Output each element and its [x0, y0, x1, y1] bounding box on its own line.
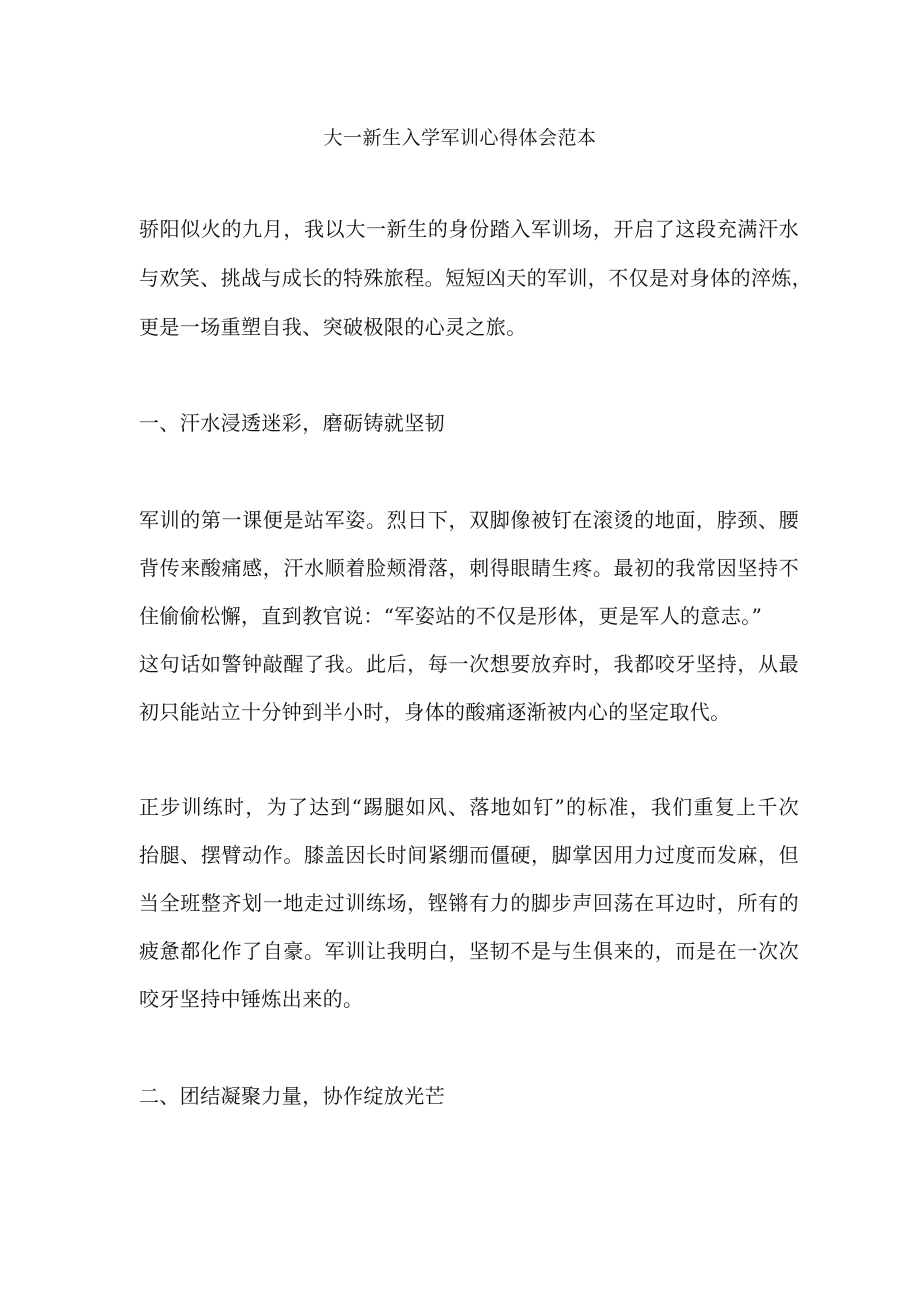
paragraph-2-line-2: 背传来酸痛感，汗水顺着脸颊滑落，刺得眼睛生疼。最初的我常因坚持不	[139, 556, 799, 580]
paragraph-3-line-5: 咬牙坚持中锤炼出来的。	[139, 987, 364, 1011]
paragraph-3-line-3: 当全班整齐划一地走过训练场，铿锵有力的脚步声回荡在耳边时，所有的	[139, 891, 799, 915]
paragraph-2-line-3: 住偷偷松懈，直到教官说：“军姿站的不仅是形体，更是军人的意志。”	[139, 604, 763, 628]
section-heading-1: 一、汗水浸透迷彩，磨砺铸就坚韧	[139, 411, 445, 435]
paragraph-3-line-1: 正步训练时，为了达到“踢腿如风、落地如钉”的标准，我们重复上千次	[139, 795, 799, 819]
paragraph-1-line-2: 与欢笑、挑战与成长的特殊旅程。短短凶天的军训，不仅是对身体的淬炼，	[139, 266, 813, 290]
paragraph-3-line-2: 抬腿、摆臂动作。膝盖因长时间紧绷而僵硬，脚掌因用力过度而发麻，但	[139, 843, 799, 867]
paragraph-1-line-1: 骄阳似火的九月，我以大一新生的身份踏入军训场，开启了这段充满汗水	[139, 217, 799, 241]
paragraph-3-line-4: 疲惫都化作了自豪。军训让我明白，坚韧不是与生俱来的，而是在一次次	[139, 939, 799, 963]
paragraph-2-line-4: 这句话如警钟敲醒了我。此后，每一次想要放弃时，我都咬牙坚持，从最	[139, 652, 799, 676]
paragraph-2-line-1: 军训的第一课便是站军姿。烈日下，双脚像被钉在滚烫的地面，脖颈、腰	[139, 508, 799, 532]
paragraph-1-line-3: 更是一场重塑自我、突破极限的心灵之旅。	[139, 315, 527, 339]
document-title: 大一新生入学军训心得体会范本	[323, 127, 597, 149]
section-heading-2: 二、团结凝聚力量，协作绽放光芒	[139, 1084, 445, 1108]
paragraph-2-line-5: 初只能站立十分钟到半小时，身体的酸痛逐渐被内心的坚定取代。	[139, 700, 731, 724]
